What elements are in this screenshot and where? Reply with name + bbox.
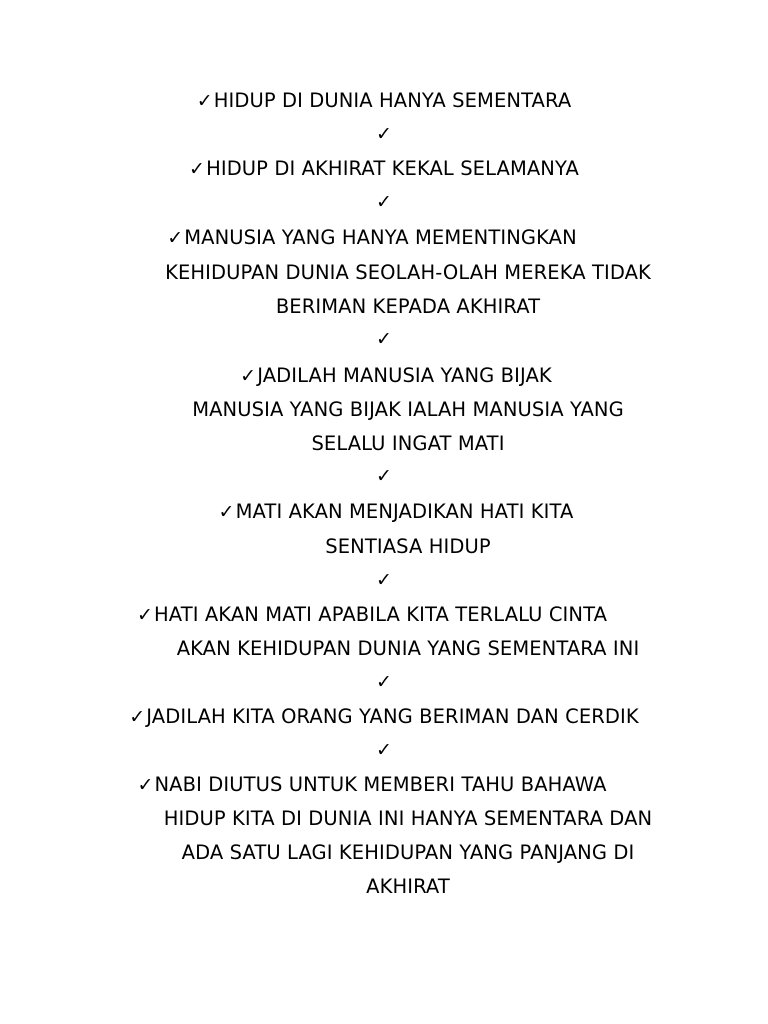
- checkmark-separator-icon: ✓: [376, 465, 392, 487]
- item-text: NABI DIUTUS UNTUK MEMBERI TAHU BAHAWA: [154, 773, 607, 796]
- item-text-continuation: BERIMAN KEPADA AKHIRAT: [275, 295, 541, 318]
- item-text-continuation: AKAN KEHIDUPAN DUNIA YANG SEMENTARA INI: [176, 637, 640, 660]
- list-item: [0, 773, 756, 797]
- list-item: [0, 226, 756, 250]
- checkmark-separator-icon: ✓: [376, 123, 392, 145]
- item-text-continuation: KEHIDUPAN DUNIA SEOLAH-OLAH MEREKA TIDAK: [165, 261, 651, 284]
- checkmark-separator-icon: ✓: [376, 671, 392, 693]
- item-text: JADILAH MANUSIA YANG BIJAK: [257, 364, 552, 387]
- checkmark-icon: ✓: [129, 706, 146, 728]
- list-item: [0, 157, 768, 181]
- checkmark-icon: ✓: [167, 227, 184, 249]
- item-text-continuation: SENTIASA HIDUP: [325, 535, 491, 558]
- list-item: [0, 89, 768, 113]
- checkmark-icon: ✓: [137, 774, 154, 796]
- checkmark-separator-icon: ✓: [376, 191, 392, 213]
- item-text: HIDUP DI DUNIA HANYA SEMENTARA: [213, 89, 572, 112]
- item-text: JADILAH KITA ORANG YANG BERIMAN DAN CERDIK: [146, 705, 639, 728]
- checkmark-separator-icon: ✓: [376, 569, 392, 591]
- item-text: HATI AKAN MATI APABILA KITA TERLALU CINTA: [154, 603, 608, 626]
- checkmark-separator-icon: ✓: [376, 328, 392, 350]
- list-item: [12, 500, 768, 524]
- list-item: [0, 603, 756, 627]
- list-item: [12, 364, 768, 388]
- item-text-continuation: SELALU INGAT MATI: [311, 432, 505, 455]
- checkmark-icon: ✓: [218, 501, 235, 523]
- checkmark-separator-icon: ✓: [376, 739, 392, 761]
- item-text-continuation: AKHIRAT: [366, 875, 450, 898]
- checkmark-icon: ✓: [189, 158, 206, 180]
- item-text-continuation: MANUSIA YANG BIJAK IALAH MANUSIA YANG: [192, 398, 624, 421]
- item-text: MATI AKAN MENJADIKAN HATI KITA: [235, 500, 574, 523]
- list-item: [0, 705, 768, 729]
- checkmark-icon: ✓: [240, 365, 257, 387]
- checkmark-icon: ✓: [196, 90, 213, 112]
- item-text: MANUSIA YANG HANYA MEMENTINGKAN: [184, 226, 577, 249]
- item-text-continuation: HIDUP KITA DI DUNIA INI HANYA SEMENTARA DAN: [163, 807, 653, 830]
- item-text-continuation: ADA SATU LAGI KEHIDUPAN YANG PANJANG DI: [181, 841, 635, 864]
- checkmark-icon: ✓: [136, 604, 154, 626]
- item-text: HIDUP DI AKHIRAT KEKAL SELAMANYA: [206, 157, 579, 180]
